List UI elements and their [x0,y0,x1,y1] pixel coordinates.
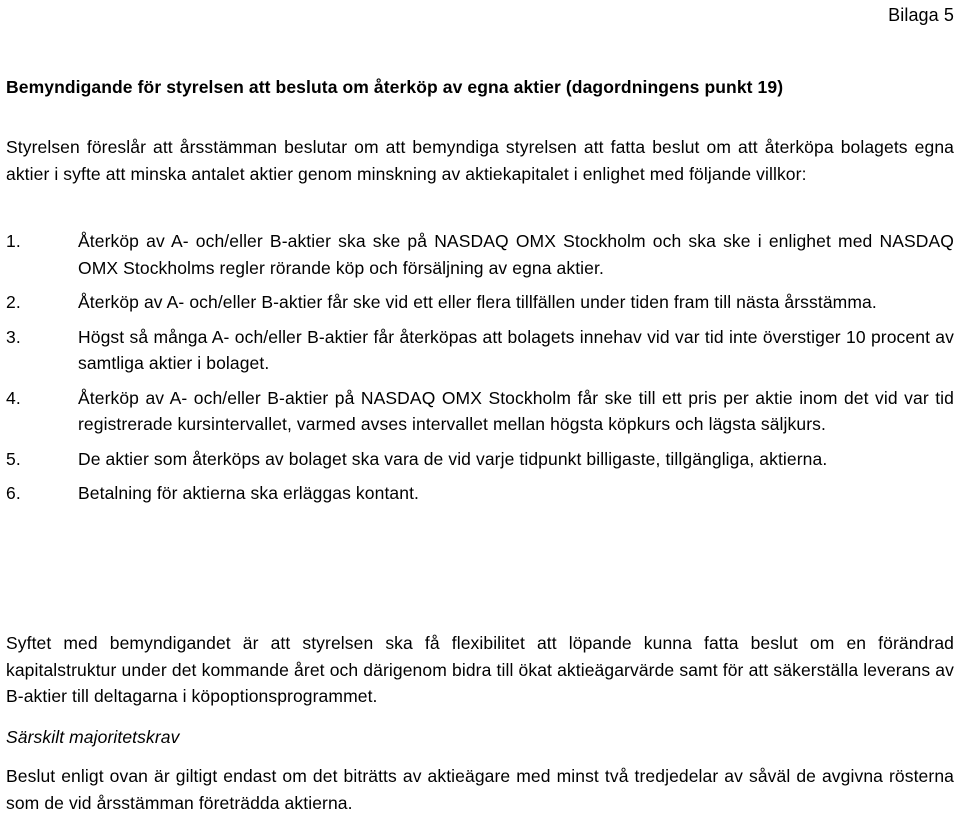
list-item-text: Återköp av A- och/eller B-aktier ska ske på NASDAQ OMX Stockholm och ska ske i enlighet med NASDAQ OMX Stockholms regler rörande köp och försäljning av egna aktier. [78,231,954,278]
list-item-text: De aktier som återköps av bolaget ska vara de vid varje tidpunkt billigaste, tillgängliga, aktierna. [78,448,828,469]
list-item [6,385,954,438]
list-item-number: 2. [6,292,21,312]
list-item-text: Återköp av A- och/eller B-aktier får ske vid ett eller flera tillfällen under tiden fram till nästa årsstämma. [78,292,877,312]
list-item-text: Högst så många A- och/eller B-aktier får återköpas att bolagets innehav vid var tid inte överstiger 10 procent av samtliga aktier i bolaget. [78,326,954,373]
intro-paragraph: Styrelsen föreslår att årsstämman beslutar om att bemyndiga styrelsen att fatta beslut om att återköpa bolagets egna aktier i syfte att minska antalet aktier genom minskning av aktiekapitalet i enlighet med följande villkor: [6,137,954,184]
list-item [6,446,954,473]
conditions-list [6,228,954,515]
list-item-number: 3. [6,326,21,347]
list-item-number: 4. [6,387,21,408]
majority-heading: Särskilt majoritetskrav [6,727,180,747]
list-item [6,228,954,281]
list-item-number: 1. [6,231,21,251]
purpose-paragraph: Syftet med bemyndigandet är att styrelsen ska få flexibilitet att löpande kunna fatta beslut om en förändrad kapitalstruktur under det kommande året och därigenom bidra till ökat aktieägarvärde samt för att säkerställa leverans av B-aktier till deltagarna i köpoptionsprogrammet. [6,633,954,706]
list-item [6,480,954,507]
appendix-label: Bilaga 5 [888,5,954,25]
list-item-text: Återköp av A- och/eller B-aktier på NASDAQ OMX Stockholm får ske till ett pris per aktie inom det vid var tid registrerade kursintervallet, varmed avses intervallet mellan högsta köpkurs och lägsta säljkurs. [78,387,954,434]
list-item-number: 6. [6,483,21,503]
list-item [6,324,954,377]
majority-paragraph: Beslut enligt ovan är giltigt endast om det biträtts av aktieägare med minst två tredjedelar av såväl de avgivna rösterna som de vid årsstämman företrädda aktierna. [6,766,954,813]
list-item-text: Betalning för aktierna ska erläggas kontant. [78,483,419,503]
list-item-number: 5. [6,448,21,469]
document-title: Bemyndigande för styrelsen att besluta om återköp av egna aktier (dagordningens punkt 19) [6,77,784,97]
list-item [6,289,954,316]
